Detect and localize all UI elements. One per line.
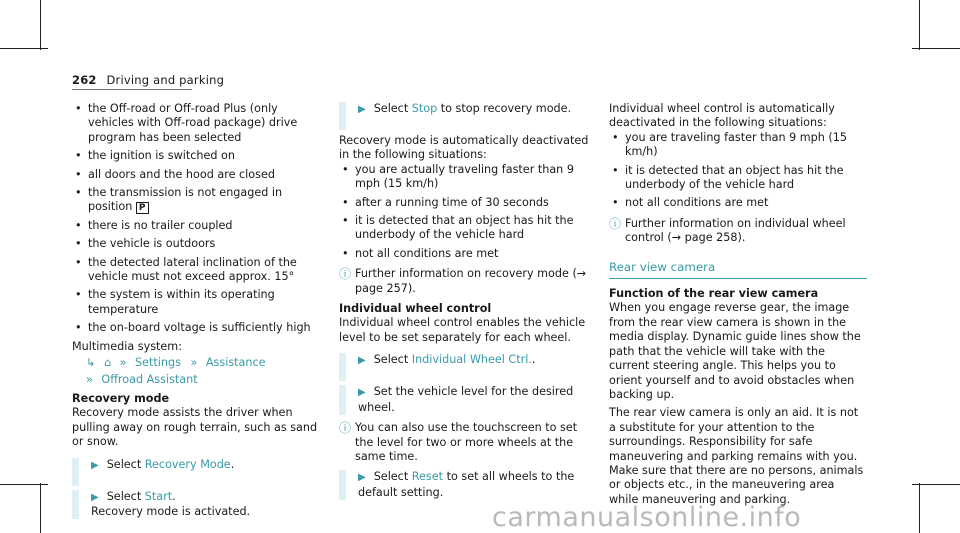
recovery-heading: Recovery mode xyxy=(72,391,170,405)
list-item: • it is detected that an object has hit the underbody of the vehicle hard xyxy=(612,163,844,192)
list-item: • the Off-road or Off-road Plus (only vehicles with Off-road package) drive program has been selected xyxy=(75,102,298,144)
link-reset: Reset xyxy=(411,470,444,484)
crop-mark xyxy=(912,48,960,49)
list-item: • the vehicle is outdoors xyxy=(75,237,216,251)
park-position-icon: P xyxy=(136,202,149,214)
list-item: • the ignition is switched on xyxy=(75,149,235,163)
step-arrow-icon: ▶ xyxy=(358,104,366,115)
info-icon: ⓘ xyxy=(339,421,352,436)
nav-path xyxy=(72,356,320,370)
step-arrow-icon: ▶ xyxy=(358,355,366,367)
recovery-text: Recovery mode assists the driver when pulling away on rough terrain, such as sand or snow. xyxy=(72,406,318,449)
function-text: When you engage reverse gear, the image from the rear view camera is shown in the media display. Dynamic guide lines show the path that the vehicle will take with the current steering angle. This helps you to orient yourself and to avoid obstacles when backing up. xyxy=(609,301,861,401)
info-note: ⓘ Further information on individual wheel control (→ page 258). xyxy=(609,216,846,245)
section-rule xyxy=(609,278,867,279)
list-item: • not all conditions are met xyxy=(342,246,499,260)
iwc-text: Individual wheel control enables the vehicle level to be set separately for each wheel. xyxy=(339,316,586,344)
deactivation-text: Individual wheel control is automatically deactivated in the following situations: xyxy=(609,102,835,130)
step: ▶ Set the vehicle level for the desired wheel. xyxy=(339,385,591,415)
link-individual-wheel: Individual Wheel Ctrl. xyxy=(411,353,532,367)
step-arrow-icon: ▶ xyxy=(91,491,99,503)
page-header xyxy=(72,73,224,87)
chevron-double-icon: » xyxy=(86,372,93,386)
list-item: • the transmission is not engaged in position P xyxy=(75,186,283,214)
list-item: • you are actually traveling faster than 9 mph (15 km/h) xyxy=(342,162,574,191)
list-item: • the detected lateral inclination of the vehicle must not exceed approx. 15° xyxy=(75,255,297,284)
step-result: Recovery mode is activated. xyxy=(91,504,251,518)
nav-path-2 xyxy=(72,373,320,387)
crop-mark xyxy=(40,0,41,50)
step: ▶ Select Start. Recovery mode is activated. xyxy=(72,490,320,520)
watermark: carmanualsonline.info xyxy=(492,502,802,533)
step-arrow-icon: ▶ xyxy=(91,459,99,471)
step-arrow-icon: ▶ xyxy=(358,387,366,399)
step: ▶ Select Individual Wheel Ctrl.. xyxy=(339,353,591,381)
chevron-double-icon: » xyxy=(190,356,198,370)
crop-mark xyxy=(919,0,920,50)
list-item: • the system is within its operating temperature xyxy=(75,288,275,316)
home-icon: ⌂ xyxy=(103,356,112,370)
nav-assistance: Assistance xyxy=(205,356,266,370)
page-number: 262 xyxy=(72,73,97,87)
iwc-heading: Individual wheel control xyxy=(339,302,492,316)
aid-text: The rear view camera is only an aid. It is not a substitute for your attention to the surroundings. Responsibility for safe maneuvering and parking remains with you. Make sure that there are no persons, animals or objects etc., in the maneuvering area while maneuvering and parking. xyxy=(609,406,864,506)
crop-mark xyxy=(0,484,48,485)
multimedia-label: Multimedia system: xyxy=(72,339,182,353)
column-3 xyxy=(609,102,867,507)
crop-mark xyxy=(40,483,41,533)
list-item: • after a running time of 30 seconds xyxy=(342,195,549,209)
list-item: • all doors and the hood are closed xyxy=(75,167,275,181)
step: ▶ Select Reset to set all wheels to the default setting. xyxy=(339,470,591,500)
link-stop: Stop xyxy=(411,102,438,115)
crop-mark xyxy=(0,48,48,49)
list-item: • you are traveling faster than 9 mph (15 km/h) xyxy=(612,130,848,159)
nav-offroad: Offroad Assistant xyxy=(101,372,198,386)
header-rule xyxy=(72,89,192,90)
step: ▶ Select Stop to stop recovery mode. xyxy=(339,102,591,130)
step-arrow-icon: ▶ xyxy=(358,472,366,484)
info-note: ⓘ Further information on recovery mode (→ page 257). xyxy=(339,267,587,295)
chevron-double-icon: » xyxy=(119,356,127,370)
function-heading: Function of the rear view camera xyxy=(609,287,819,301)
column-1 xyxy=(72,102,320,523)
column-2 xyxy=(339,102,591,504)
link-start: Start xyxy=(144,489,173,503)
info-icon: ⓘ xyxy=(609,216,622,231)
nav-settings: Settings xyxy=(135,356,181,370)
list-item: • the on-board voltage is sufficiently high xyxy=(75,321,311,335)
crop-mark xyxy=(919,483,920,533)
list-item: • not all conditions are met xyxy=(612,196,769,210)
section-title: Driving and parking xyxy=(106,73,225,87)
list-item: • it is detected that an object has hit the underbody of the vehicle hard xyxy=(342,214,574,242)
info-note: ⓘ You can also use the touchscreen to set the level for two or more wheels at the same time. xyxy=(339,421,578,463)
section-heading: Rear view camera xyxy=(609,259,716,274)
crop-mark xyxy=(912,484,960,485)
link-recovery-mode: Recovery Mode xyxy=(144,457,231,471)
info-icon: ⓘ xyxy=(339,267,352,282)
list-item: • there is no trailer coupled xyxy=(75,218,233,232)
auto-deactivate-text: Recovery mode is automatically deactivated in the following situations: xyxy=(339,134,589,162)
step: ▶ Select Recovery Mode. xyxy=(72,458,320,486)
arrow-return-icon: ↳ xyxy=(86,356,96,370)
